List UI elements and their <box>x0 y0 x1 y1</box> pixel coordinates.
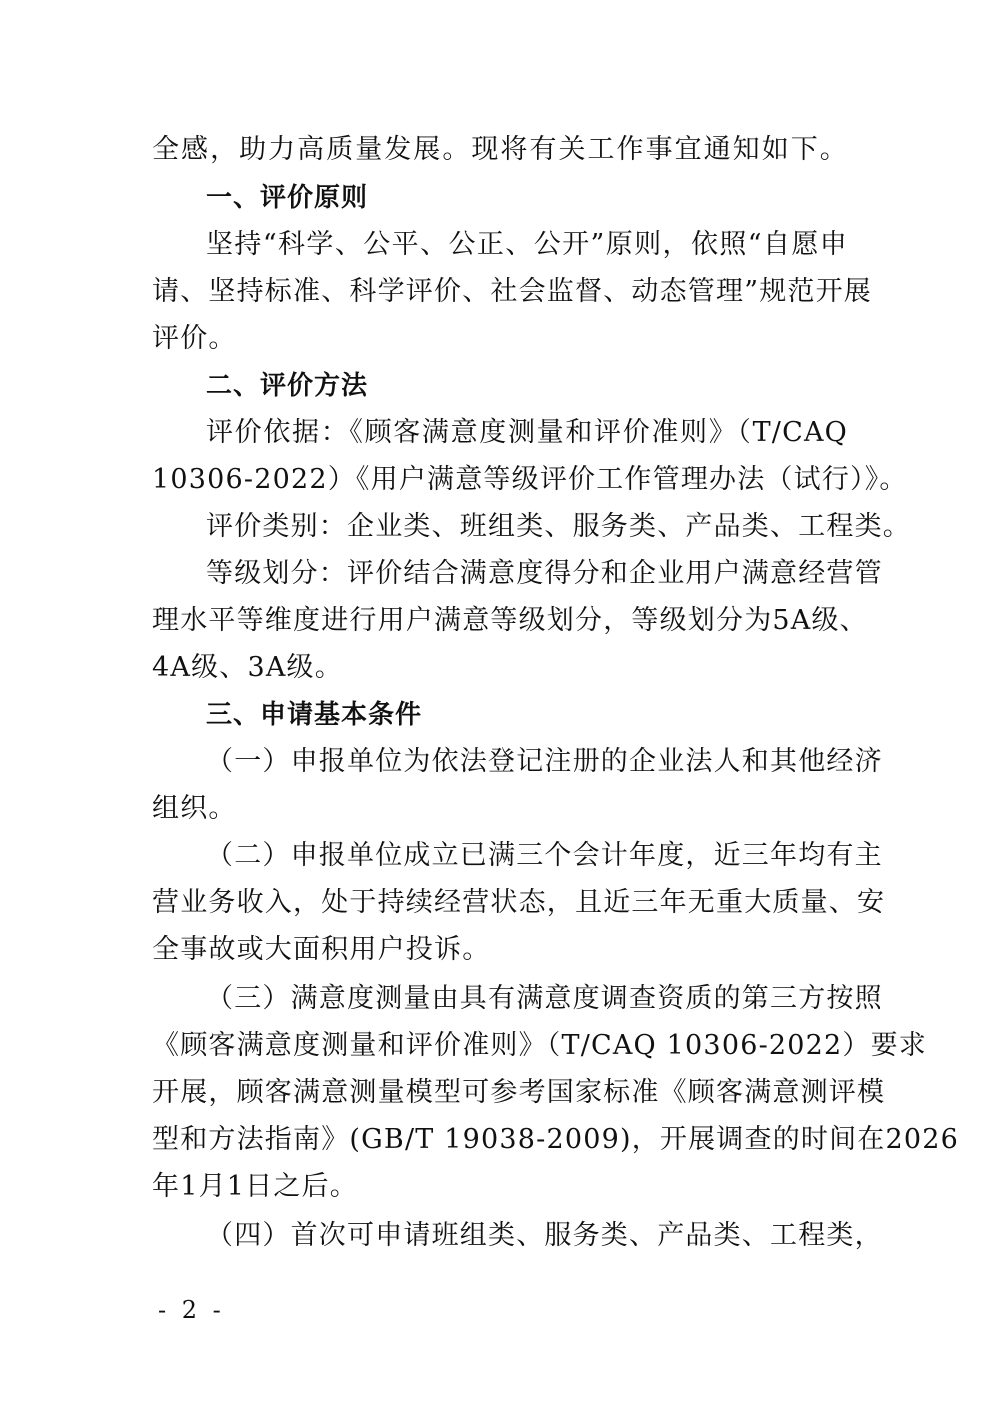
paragraph-line: 年1月1日之后。 <box>152 1171 358 1202</box>
paragraph-line: （四）首次可申请班组类、服务类、产品类、工程类， <box>206 1220 883 1251</box>
paragraph-line: 型和方法指南》(GB/T 19038-2009)，开展调查的时间在2026 <box>152 1124 960 1155</box>
section-heading-conditions: 三、申请基本条件 <box>206 700 423 730</box>
paragraph-line: 全事故或大面积用户投诉。 <box>152 934 491 965</box>
paragraph-line: 理水平等维度进行用户满意等级划分，等级划分为5A级、 <box>152 605 868 636</box>
paragraph-line: 请、坚持标准、科学评价、社会监督、动态管理”规范开展 <box>152 276 873 307</box>
paragraph-line: 评价依据：《顾客满意度测量和评价准则》（T/CAQ <box>206 417 848 448</box>
paragraph-line: 10306-2022）《用户满意等级评价工作管理办法（试行）》。 <box>152 464 908 495</box>
paragraph-line: （二）申报单位成立已满三个会计年度，近三年均有主 <box>206 840 883 871</box>
section-heading-principles: 一、评价原则 <box>206 183 369 213</box>
paragraph-line: 开展，顾客满意测量模型可参考国家标准《顾客满意测评模 <box>152 1077 886 1108</box>
paragraph-line: 营业务收入，处于持续经营状态，且近三年无重大质量、安 <box>152 887 886 918</box>
paragraph-line: 《顾客满意度测量和评价准则》（T/CAQ 10306-2022）要求 <box>152 1030 928 1061</box>
paragraph-line: 全感，助力高质量发展。现将有关工作事宜通知如下。 <box>152 134 848 165</box>
paragraph-line: （三）满意度测量由具有满意度调查资质的第三方按照 <box>206 983 883 1014</box>
paragraph-line: 组织。 <box>152 793 237 824</box>
page-number: - 2 - <box>158 1296 225 1324</box>
paragraph-line: 4A级、3A级。 <box>152 652 343 683</box>
paragraph-line: 评价。 <box>152 323 237 354</box>
paragraph-line: 等级划分：评价结合满意度得分和企业用户满意经营管 <box>206 558 883 589</box>
paragraph-line: 坚持“科学、公平、公正、公开”原则，依照“自愿申 <box>206 229 848 260</box>
paragraph-line: （一）申报单位为依法登记注册的企业法人和其他经济 <box>206 746 883 777</box>
paragraph-line: 评价类别：企业类、班组类、服务类、产品类、工程类。 <box>206 511 911 542</box>
section-heading-methods: 二、评价方法 <box>206 371 369 401</box>
